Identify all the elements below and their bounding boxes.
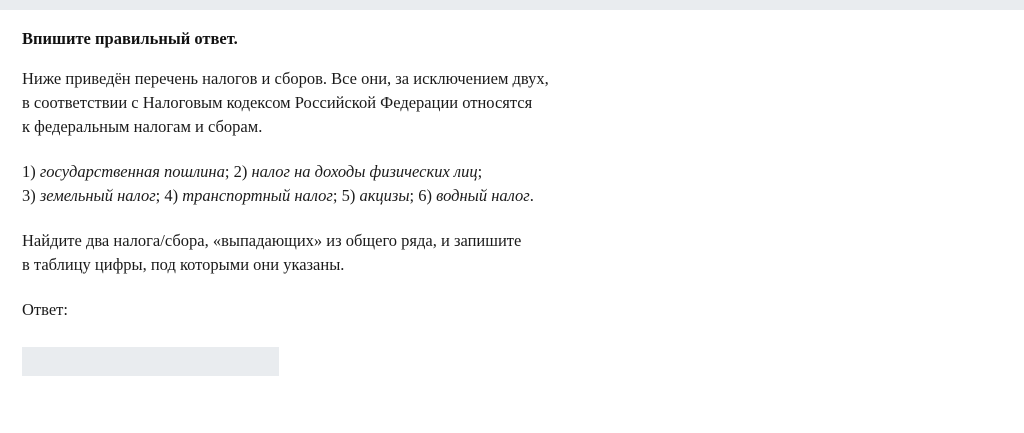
list-item-sep-5: ; (409, 186, 415, 206)
spacer-3 (22, 277, 1002, 298)
list-item-sep-1: ; (224, 162, 230, 182)
list-item-term-6: водный налог (436, 186, 530, 206)
intro-line-2: в соответствии с Налоговым кодексом Российской Федерации относятся (22, 93, 533, 113)
list-item-term-5: акцизы (359, 186, 410, 206)
list-item-sep-4: ; (332, 186, 338, 206)
list-item-marker-3: 3) (22, 186, 36, 206)
spacer-2 (22, 208, 1002, 229)
intro-paragraph (22, 67, 1002, 139)
list-item-sep-2: ; (477, 162, 483, 182)
spacer-1 (22, 139, 1002, 160)
top-bar (0, 0, 1024, 10)
list-item-term-2: налог на доходы физических лиц (251, 162, 478, 182)
list-item-marker-6: 6) (418, 186, 433, 206)
page-title: Впишите правильный ответ. (22, 29, 238, 48)
list-item-sep-3: ; (155, 186, 161, 206)
list-item-marker-1: 1) (22, 162, 36, 182)
list-item-term-4: транспортный налог (182, 186, 333, 206)
list-item-marker-4: 4) (164, 186, 179, 206)
intro-line-3: к федеральным налогам и сборам. (22, 117, 263, 137)
question-line-1: Найдите два налога/сбора, «выпадающих» из общего ряда, и запишите (22, 231, 522, 251)
list-item-marker-2: 2) (233, 162, 248, 182)
tax-list (22, 160, 1002, 208)
list-item-term-3: земельный налог (39, 186, 156, 206)
question-line-2: в таблицу цифры, под которыми они указаны. (22, 255, 345, 275)
document-page (0, 10, 1024, 376)
intro-line-1: Ниже приведён перечень налогов и сборов. Все они, за исключением двух, (22, 69, 549, 89)
list-item-sep-6: . (529, 186, 534, 206)
answer-input[interactable] (22, 347, 279, 376)
list-item-marker-5: 5) (341, 186, 356, 206)
tax-list-line-1 (22, 160, 1002, 184)
question-paragraph (22, 229, 1002, 277)
tax-list-line-2 (22, 184, 1002, 208)
answer-label: Ответ: (22, 300, 68, 320)
list-item-term-1: государственная пошлина (39, 162, 225, 182)
